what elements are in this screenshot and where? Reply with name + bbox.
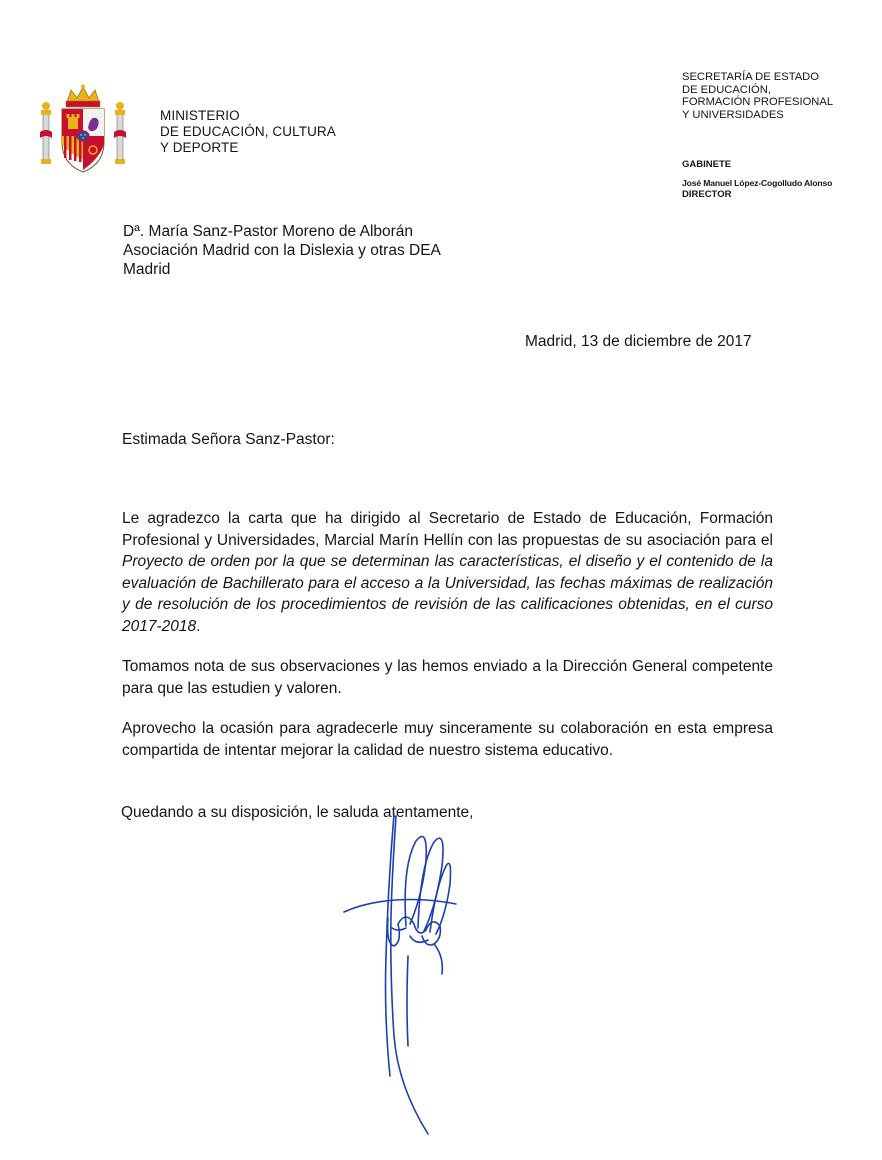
secretaria-line-4: Y UNIVERSIDADES [682, 108, 784, 121]
gabinete-director-role: DIRECTOR [682, 189, 732, 200]
gabinete-director-name: José Manuel López-Cogolludo Alonso [682, 178, 833, 188]
paragraph-1-end: . [196, 617, 201, 635]
ministry-name [160, 108, 336, 156]
letter-date: Madrid, 13 de diciembre de 2017 [525, 333, 752, 350]
coat-of-arms-icon [40, 84, 126, 178]
signature-icon [336, 806, 486, 1140]
secretaria-line-1: SECRETARÍA DE ESTADO [682, 71, 819, 83]
recipient-address [123, 222, 441, 279]
secretaria-line-2: DE EDUCACIÓN, [682, 83, 771, 96]
paragraph-1-text: Le agradezco la carta que ha dirigido al Secretario de Estado de Educación, Formación Profesional y Universidades, Marcial Marín Hellín con las propuestas de su asociación para el [122, 510, 773, 549]
ministry-line-1: MINISTERIO [160, 108, 240, 123]
closing-line: Quedando a su disposición, le saluda atentamente, [121, 804, 474, 821]
ministry-line-2: DE EDUCACIÓN, CULTURA [160, 124, 336, 139]
secretaria-line-3: FORMACIÓN PROFESIONAL [682, 96, 834, 109]
recipient-organization: Asociación Madrid con la Dislexia y otras DEA [123, 242, 441, 259]
salutation: Estimada Señora Sanz-Pastor: [122, 431, 335, 448]
body-paragraph-2: Tomamos nota de sus observaciones y las hemos enviado a la Dirección General competente para que las estudien y valoren. [122, 658, 773, 697]
paragraph-1-italic: Proyecto de orden por la que se determinan las características, el diseño y el contenido de la evaluación de Bachillerato para el acceso a la Universidad, las fechas máximas de realización y de resolución de los procedimientos de revisión de las calificaciones obtenidas, en el curso 2017-2018 [122, 553, 773, 635]
letter-body [122, 508, 773, 780]
gabinete-title: GABINETE [682, 159, 732, 170]
body-paragraph-3: Aprovecho la ocasión para agradecerle muy sinceramente su colaboración en esta empresa compartida de intentar mejorar la calidad de nuestro sistema educativo. [122, 720, 773, 759]
recipient-name: Dª. María Sanz-Pastor Moreno de Alborán [123, 223, 414, 240]
body-paragraph-1 [122, 508, 773, 637]
recipient-city: Madrid [123, 261, 171, 278]
ministry-line-3: Y DEPORTE [160, 140, 239, 155]
secretaria-block [682, 71, 833, 121]
gabinete-block [682, 159, 832, 201]
